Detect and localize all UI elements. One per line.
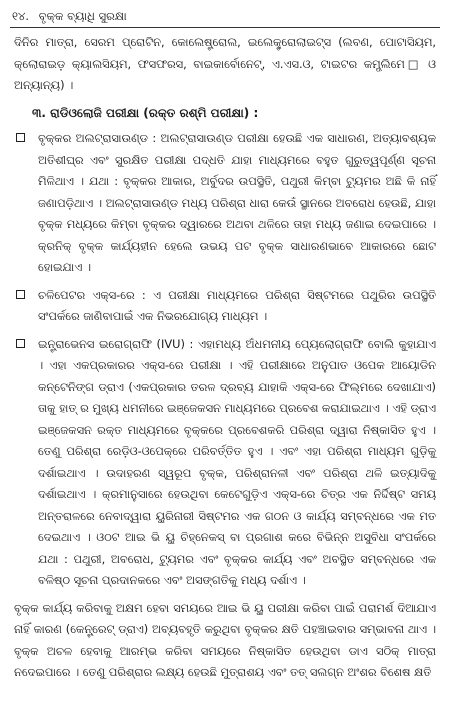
checkbox-bullet-icon [16,133,25,142]
section-heading: ୩. ରାଡିଓଲୋଜି ପରୀକ୍ଷା (ରକ୍ତ ରଶ୍ମି ପରୀକ୍ଷା) : [32,105,259,120]
checkbox-bullet-icon [16,339,25,348]
running-header [12,6,438,26]
list-item-text: ଇନ୍ଟ୍ରାଭେନସ ଇରୋଗ୍ରାଫି (IVU) : ଏହାମଧ୍ୟ ଅଁଧମନୀୟ ପ୍ୟେଲୋଗ୍ରାଫି ବୋଲି କୁହାଯାଏ । ଏହା ଏକପ୍ରକାରର ଏକ୍ସ-ରେ ପରୀକ୍ଷା । ଏହି ପରୀକ୍ଷାରେ ଅନୁପାତ ଓପେକ ଆୟୋଡିନ କନ୍ଟେନିଙ୍ଗ ଡ୍ରାଏ (ଏକପ୍ରକାର ତରଳ ଦ୍ରବ୍ୟ ଯାହାକି ଏକ୍ସ-ରେ ଫିଲ୍ମରେ ଦେଖାଯାଏ) ତାକୁ ହାତ୍ ର ମୁଖ୍ୟ ଧମନୀରେ ଇଞ୍ଜେକସନ ମାଧ୍ୟମରେ ପ୍ରବେଶ କରାଯାଇଥାଏ । ଏହି ଡ୍ରାଏ ଇଞ୍ଜେକସନ ରକ୍ତ ମାଧ୍ୟମରେ ବୃକ୍କରେ ପ୍ରବେଶକରି ପରିଶ୍ରା ଦ୍ୱାରା ନିଷ୍କାସିତ ହୁଏ । ତେଣୁ ପରିଶ୍ରା ରେଡ଼ିଓ-ଓପେକ୍ରେ ପରିବର୍ତ୍ତିତ ହୁଏ । ଏବଂ ଏହା ପରିଶ୍ରା ମାଧ୍ୟମ ଗୁଡ଼ିକୁ ଦର୍ଶାଇଥାଏ । ଉଦାହରଣ ସ୍ୱରୂପ ବୃକ୍କ, ପରିଶ୍ରାନଳୀ ଏବଂ ପରିଶ୍ରା ଥଳି ଇତ୍ୟାଦିକୁ ଦର୍ଶାଇଥାଏ । କ୍ରମାନୁସାରେ ହେଉଥିବା କେଟେଗୁଡ଼ିଏ ଏକ୍ସ-ରେ ଚିତ୍ର ଏକ ନିର୍ଦ୍ଦିଷ୍ଟ ସମୟ ଅନ୍ତରାଳରେ ନେବାଦ୍ୱାରା ୟୁରିନାରୀ ସିଷ୍ଟମର ଏକ ଗଠନ ଓ କାର୍ଯ୍ୟ ସମ୍ବନ୍ଧରେ ଏକ ମତ ଦେଇଥାଏ । ଓଠଟ ଆଇ ଭି ୟୁ ଚିହ୍ନେକସ୍ ବା ପ୍ରଗାଶ କରେ ବିଭିନ୍ନ ଅସୁବିଧା ସଂପର୍କରେ ଯଥା : ପଥୁରୀ, ଅବରୋଧ, ଟ୍ୟୁମର ଏବଂ ବୃକ୍କର କାର୍ଯ୍ୟ ଏବଂ ଅବସ୍ଥିତ ସମ୍ବନ୍ଧରେ ଏକ ବଳିଷ୍ଠ ସୂଚନା ପ୍ରଦାନକରେ ଏବଂ ଅସଙ୍ଗତିକୁ ମଧ୍ୟ ଦର୍ଶାଏ । [38,336,436,587]
list-item-abdomen-xray [14,285,436,328]
intro-paragraph: ଦିନିର ମାତ୍ରା, ସେରମ ପ୍ରୋଟିନ, କୋଲେଷ୍ଟ୍ରୋଲ, ଇଲେକ୍ଟ୍ରୋଲାଇଟ୍ସ (ଲବଣ, ପୋଟାସିୟମ, କ୍ଲୋରାଇଡ଼ କ୍ୟାଲସିୟମ, ଫସଫରସ, ବାଇକାର୍ବୋନେଟ୍, ଏ.ଏସ.ଓ, ଟାଇଟର କମ୍ପ୍ଲିମେ□ ଓ ଅନ୍ୟାନ୍ୟ) । [14,35,436,92]
list-item-text: ବୃକ୍କର ଅଲଟ୍ରାସାଉଣ୍ଡ : ଅଲଟ୍ରାସାଉଣ୍ଡ ପରୀକ୍ଷା ହେଉଛି ଏକ ସାଧାରଣ, ଅତ୍ୟାବଶ୍ୟକ ଅତିଶୀଘ୍ର ଏବଂ ସୁରକ୍ଷିତ ପରୀକ୍ଷା ପଦ୍ଧତି ଯାହା ମାଧ୍ୟମରେ ବହୁତ ଗୁରୁତ୍ୱପୂର୍ଣ୍ଣ ସୂଚନା ମିଳିଥାଏ । ଯଥା : ବୃକ୍କର ଆକାର, ଅର୍ବୁଦର ଉପସ୍ଥିତି, ପଥୁରୀ କିମ୍ବା ଟ୍ୟୁମର ଅଛି କି ନାହିଁ ଜଣାପଡ଼ିଥାଏ । ଅଲଟ୍ରାସାଉଣ୍ଡ ମଧ୍ୟ ପରିଶ୍ରା ଧାରା କେଉଁ ସ୍ଥାନରେ ଅବରୋଧ ହେଉଛି, ଯାହା ବୃକ୍କ ମଧ୍ୟରେ କିମ୍ବା ବୃକ୍କର ଦ୍ୱାରରେ ଅଥବା ଥଳିରେ ତାହା ମଧ୍ୟ ଜଣାଇ ଦେଇପାରେ । କ୍ରନିକ୍ ବୃକ୍କ କାର୍ଯ୍ୟହୀନ ହେଲେ ଉଭୟ ପଟ ବୃକ୍କ ସାଧାରଣଭାବେ ଆକାରରେ ଛୋଟ ହୋଇଯାଏ । [38,131,436,274]
checkbox-bullet-icon [16,290,25,299]
running-title: ବୃକ୍କ ବ୍ୟାଧି ସୁରକ୍ଷା [38,9,127,23]
page-body [14,32,436,684]
list-item-ultrasound [14,128,436,279]
list-item-text: ଚଳିପେଟର ଏକ୍ସ-ରେ : ଏ ପରୀକ୍ଷା ମାଧ୍ୟମରେ ପରିଶ୍ରା ସିଷ୍ଟମରେ ପଥୁରିର ଉପସ୍ଥିତି ସଂପର୍କରେ ଜାଣିବାପାଇଁ ଏକ ନିଭରଯୋଗ୍ୟ ମାଧ୍ୟମ । [38,287,436,323]
closing-paragraph: ବୃକ୍କ କାର୍ଯ୍ୟ କରିବାକୁ ଅକ୍ଷମ ହେବା ସମୟରେ ଆଇ ଭି ୟୁ ପରୀକ୍ଷା କରିବା ପାଇଁ ପରାମର୍ଶ ଦିଆଯାଏ ନାହିଁ କାରଣ (କେନ୍ଟ୍ରେଟ୍ ଡ୍ରାଏ) ଅବ୍ୟବହୃତି କରୁଥିବା ବୃକ୍କର କ୍ଷତି ପହଞ୍ଚାଇବାର ସମ୍ଭାବନା ଥାଏ ।ବୃକ୍କ ଅଚଳ ହେବାକୁ ଆରମ୍ଭ କରିବା ସମୟରେ ନିଷ୍କାସିତ ହେଉଥିବା ଡାଏ ସଠିକ୍ ମାତ୍ରା ନଦେଇପାରେ । ତେଣୁ ପରିଶ୍ରାର ଲକ୍ଷ୍ୟ ହେଉଛି ମୁତ୍ରାଶୟ ଏବଂ ତତ୍ ସଲଗ୍ନ ଅଂଶର ବିଶେଷ କ୍ଷତି [14,600,436,679]
page-number: ୧୪. [12,9,30,23]
header-divider [10,27,440,28]
list-item-ivu [14,334,436,592]
